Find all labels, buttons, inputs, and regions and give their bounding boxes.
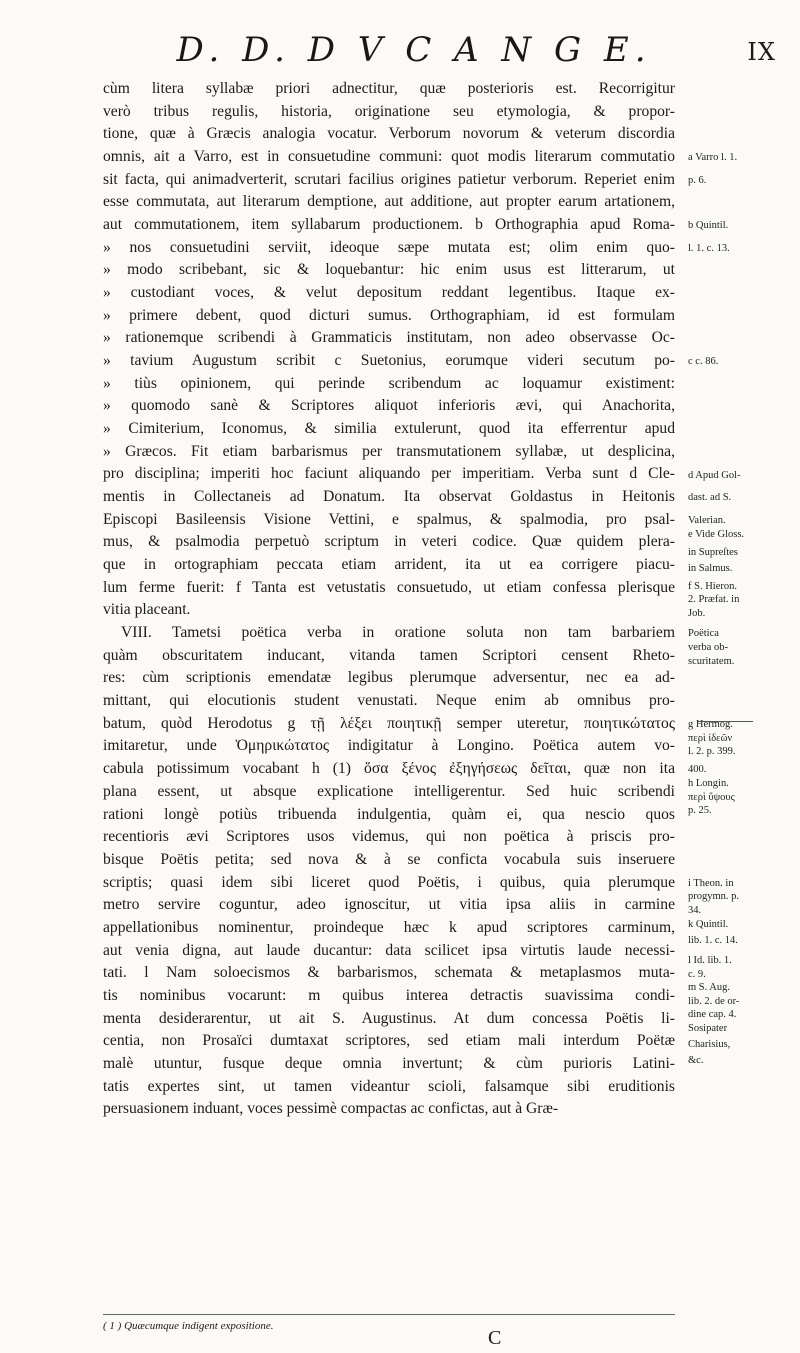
text-line: » custodiant voces, & velut depositum reddant legentibus. Itaque ex- [103, 284, 675, 302]
margin-note: c c. 86. [688, 356, 719, 368]
text-line: batum, quòd Herodotus g τῇ λέξει ποιητικῇ semper uteretur, ποιητικώτατος [103, 714, 675, 732]
text-line: omnis, ait a Varro, est in consuetudine communi: quot modis literarum commutatio [103, 148, 675, 166]
footnote-rule [103, 1314, 675, 1315]
margin-note: περὶ ἰδεῶν [688, 732, 733, 744]
text-line: menta desiderarentur, ut ait S. Augustinus. At dum concessa Poëtis li- [103, 1009, 675, 1027]
text-line: pro disciplina; imperiti hoc faciunt aliquando per imperitiam. Verba sunt d Cle- [103, 465, 675, 483]
margin-note: Valerian. [688, 514, 726, 526]
text-line: lum ferme fuerit: f Tanta est vetustatis consuetudo, ut etiam confessa plerisque [103, 578, 675, 596]
margin-note: lib. 1. c. 14. [688, 934, 738, 946]
text-line: persuasionem induant, voces pessimè compactas ac confictas, aut à Græ- [103, 1100, 559, 1118]
text-line: » tiùs opinionem, qui perinde scribendum ac loquamur existiment: [103, 374, 675, 392]
margin-note: verba ob- [688, 641, 728, 653]
margin-note: περὶ ὕψους [688, 791, 735, 803]
margin-note: d Apud Gol- [688, 469, 741, 481]
text-line: cùm litera syllabæ priori adnectitur, quæ posterioris est. Recorrigitur [103, 80, 675, 97]
margin-note: dast. ad S. [688, 492, 732, 504]
text-line: » modo scribebant, sic & loquebantur: hic enim usus est litterarum, ut [103, 261, 675, 279]
text-line: centia, non Prosaïci dumtaxat scriptores, sed etiam mali interdum Poëtæ [103, 1032, 675, 1050]
text-line: scriptis; quasi idem sibi liceret quod Poëtis, i quibus, quia plerumque [103, 873, 675, 891]
margin-note: h Longin. [688, 778, 729, 789]
text-line: tatis expertes sint, ut tamen videantur scioli, falsamque sibi eruditionis [103, 1077, 675, 1095]
margin-note: l Id. lib. 1. [688, 954, 732, 966]
margin-note: 400. [688, 764, 707, 776]
footnote: ( 1 ) Quæcumque indigent expositione. [103, 1320, 274, 1332]
margin-note: k Quintil. [688, 918, 729, 930]
margin-note: a Varro l. 1. [688, 152, 738, 164]
margin-note: 34. [688, 905, 702, 917]
text-line: tati. l Nam soloecismos & barbarismos, schemata & metaplasmos muta- [103, 964, 675, 982]
margin-note: Job. [688, 607, 706, 619]
margin-divider [698, 721, 753, 722]
text-line: » quomodo sanè & Scriptores aliquot inferioris ævi, qui Anachorita, [103, 397, 675, 415]
margin-note: lib. 2. de or- [688, 995, 740, 1007]
text-line: que in ortographiam peccata etiam arrident, ita ut ea corrigere piacu- [103, 556, 675, 574]
margin-note: g Hermog. [688, 719, 733, 731]
text-line: quàm obscuritatem inducant, vitanda tamen Scriptori censent Rheto- [103, 646, 675, 664]
text-line: Episcopi Basileensis Visione Vettini, e spalmus, & spalmodia, pro psal- [103, 510, 675, 528]
margin-note: Sosipater [688, 1022, 728, 1034]
margin-note: in Supreſtes [688, 546, 738, 558]
margin-note: 2. Præfat. in [688, 594, 740, 606]
margin-note: &c. [688, 1054, 704, 1066]
text-line: VIII. Tametsi poëtica verba in oratione soluta non tam barbariem [121, 624, 675, 642]
text-line: rationi longè potiùs tribuenda indulgentia, quàm ei, qua nescio quos [103, 805, 675, 823]
margin-note: dine cap. 4. [688, 1009, 737, 1021]
text-line: recentioris ævi Scriptores usos videmus, qui non poëtica à priscis pro- [103, 828, 675, 846]
text-line: » Græcos. Fit etiam barbarismus per transmutationem syllabæ, ut desplicina, [103, 442, 675, 460]
margin-note: l. 1. c. 13. [688, 242, 730, 254]
margin-note: c. 9. [688, 968, 706, 980]
running-header [88, 30, 776, 76]
text-line: » Cimiterium, Iconomus, & similia extulerunt, quod ita efferrentur apud [103, 420, 675, 438]
text-line: mus, & psalmodia perpetuò scriptum in veteri codice. Quæ quidem plera- [103, 533, 675, 551]
text-line: aut commutationem, item syllabarum productionem. b Orthographia apud Roma- [103, 216, 675, 234]
signature-mark: C [488, 1327, 502, 1349]
text-line: » rationemque scribendi à Grammaticis institutam, non adeo observasse Oc- [103, 329, 675, 347]
text-line: tione, quæ à Græcis analogia vocatur. Verborum novorum & veterum discordia [103, 125, 675, 143]
margin-note: p. 25. [688, 805, 712, 817]
text-line: plana essent, ut absque explicatione intelligerentur. Sed huic scribendi [103, 782, 675, 800]
text-line: aut venia digna, aut laude ducantur: data scilicet ipsa virtutis laude necessi- [103, 941, 675, 959]
text-line: mittant, qui elocutionis student venustati. Neque enim ab omnibus pro- [103, 692, 675, 710]
margin-note: b Quintil. [688, 220, 729, 232]
margin-note: e Vide Gloss. [688, 528, 745, 540]
margin-note: i Theon. in [688, 877, 734, 889]
text-line: malè utuntur, fusque deque omnia invertunt; & cùm purioris Latini- [103, 1054, 675, 1072]
text-line: cabula potissimum vocabant h (1) ὅσα ξένος ἐξηγήσεως δεῖται, quæ non ita [103, 760, 675, 778]
text-line: » tavium Augustum scribit c Suetonius, eorumque videri secutum po- [103, 352, 675, 370]
text-line: sit facta, qui animadverterit, scrutari facilius origines patietur verborum. Reperiet enim [103, 170, 675, 188]
margin-note: progymn. p. [688, 891, 740, 903]
margin-note: l. 2. p. 399. [688, 746, 736, 758]
margin-note: f S. Hieron. [688, 580, 737, 592]
text-line: res: cùm scriptionis emendatæ legibus plerumque adversentur, nec ea ad- [103, 669, 675, 687]
text-line: tis nominibus vocarunt: m quibus interea detractis suavissima condi- [103, 986, 675, 1004]
text-line: vitia placeant. [103, 601, 191, 619]
text-line: verò tribus regulis, historia, originatione seu etymologia, & propor- [103, 102, 675, 120]
page-number: IX [747, 38, 776, 66]
text-line: metro servire coguntur, adeo ignoscitur, ut vitia ipsa aliis in carmine [103, 896, 675, 914]
main-text [103, 78, 675, 1121]
running-title: D. D. D V C A N G E. [176, 30, 652, 70]
margin-note: p. 6. [688, 174, 707, 186]
text-line: » nos consuetudini serviit, ideoque sæpe mutata est; olim enim quo- [103, 238, 675, 256]
margin-note: Charisius, [688, 1038, 731, 1050]
margin-note: in Salmus. [688, 562, 733, 574]
text-line: imitaretur, unde Ὁμηρικώτατος indigitatur à Longino. Poëtica autem vo- [103, 737, 675, 755]
text-line: bisque Poëtis petita; sed nova & à se conficta vocabula suis inseruere [103, 850, 675, 868]
text-line: appellationibus nominentur, proindeque hæc k apud scriptores carminum, [103, 918, 675, 936]
text-line: » primere debent, quod dicturi sumus. Orthographiam, id est formulam [103, 306, 675, 324]
text-line: mentis in Collectaneis ad Donatum. Ita observat Goldastus in Heitonis [103, 488, 675, 506]
margin-note: m S. Aug. [688, 982, 731, 994]
margin-note: scuritatem. [688, 655, 735, 667]
text-line: esse commutata, aut literarum demptione, aut additione, aut propter earum artationem, [103, 193, 675, 211]
margin-note: Poëtica [688, 628, 719, 640]
